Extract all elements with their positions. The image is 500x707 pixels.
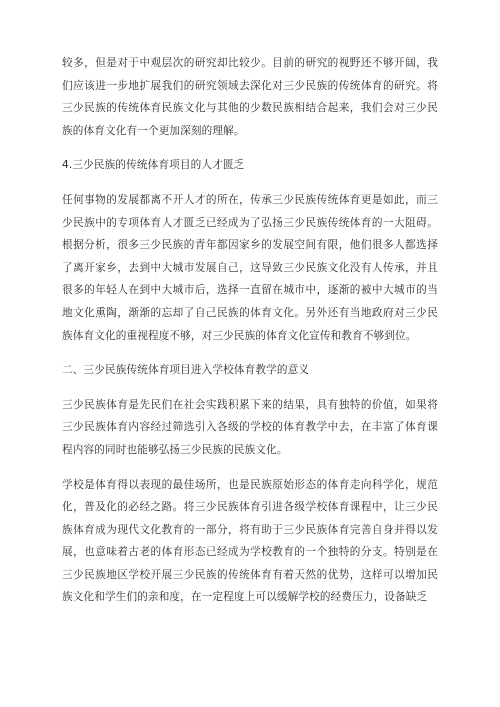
paragraph-school: 学校是体育得以表现的最佳场所，也是民族原始形态的体育走向科学化，规范化，普及化的必经之路。将三少民族体育引进各级学校体育课程中，让三少民族体育成为现代文化教育的一部分，将有助于三少民族体育完善自身并得以发展，也意味着古老的体育形态已经成为学校教育的一个独特的分支。特别是在三少民族地区学校开展三少民族的传统体育有着天然的优势，这样可以增加民族文化和学生们的亲和度，在一定程度上可以缓解学校的经费压力，设备缺乏 [62,478,438,604]
section-heading-talent: 4.三少民族的传统体育项目的人才匮乏 [62,159,245,172]
paragraph-talent: 任何事物的发展都离不开人才的所在，传承三少民族传统体育更是如此，而三少民族中的专项体育人才匮乏已经成为了弘扬三少民族传统体育的一大阻碍。根据分析，很多三少民族的青年都因家乡的发展空间有限，他们很多人都选择了离开家乡，去到中大城市发展自己，这导致三少民族文化没有人传承，并且很多的年轻人在到中大城市后，选择一直留在城市中，逐渐的被中大城市的当地文化熏陶，渐渐的忘却了自己民族的体育文化。另外还有当地政府对三少民族体育文化的重视程度不够，对三少民族的体育文化宣传和教育不够到位。 [62,193,438,342]
paragraph-intro: 较多，但是对于中观层次的研究却比较少。目前的研究的视野还不够开阔，我们应该进一步地扩展我们的研究领域去深化对三少民族的传统体育的研究。将三少民族的传统体育民族文化与其他的少数民族相结合起来，我们会对三少民族的体育文化有一个更加深刻的理解。 [62,57,438,137]
paragraph-value: 三少民族体育是先民们在社会实践积累下来的结果，具有独特的价值，如果将三少民族体育内容经过筛选引入各级的学校的体育教学中去，在丰富了体育课程内容的同时也能够弘扬三少民族的民族文化。 [62,398,438,456]
section-heading-significance: 二、三少民族传统体育项目进入学校体育教学的意义 [62,364,310,377]
